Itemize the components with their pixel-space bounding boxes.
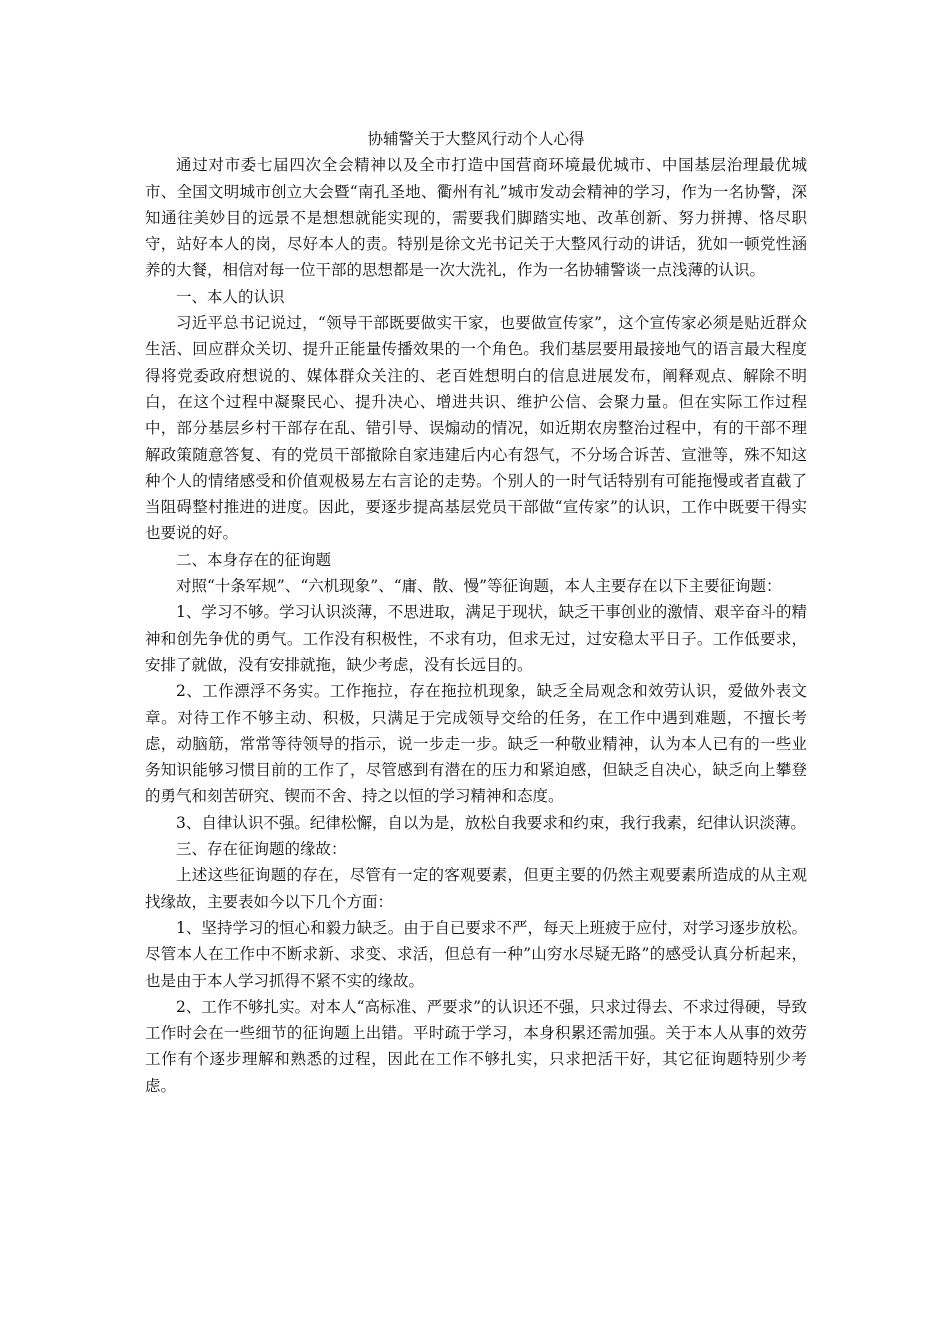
section-1-paragraph: 习近平总书记说过，“领导干部既要做实干家，也要做宣传家”，这个宣传家必须是贴近群众生活、回应群众关切、提升正能量传播效果的一个角色。我们基层要用最接地气的语言最大程度得将党委政府想说的、媒体群众关注的、老百姓想明白的信息进展发布，阐释观点、解除不明白，在这个过程中凝聚民心、提升决心、增进共识、维护公信、会聚力量。但在实际工作过程中，部分基层乡村干部存在乱、错引导、误煽动的情况，如近期农房整治过程中，有的干部不理解政策随意答复、有的党员干部撤除自家违建后内心有怨气，不分场合诉苦、宣泄等，殊不知这种个人的情绪感受和价值观极易左右言论的走势。个别人的一时气话特别有可能拖慢或者直截了当阻碍整村推进的进度。因此，要逐步提高基层党员干部做“宣传家”的认识，工作中既要干得实也要说的好。 <box>145 314 807 543</box>
section-1-heading: 一、本人的认识 <box>176 287 285 306</box>
section-2-paragraph-2: 1、学习不够。学习认识淡薄，不思进取，满足于现状，缺乏干事创业的激情、艰辛奋斗的精神和创先争优的勇气。工作没有积极性，不求有功，但求无过，过安稳太平日子。工作低要求，安排了就做，没有安排就拖，缺少考虑，没有长远目的。 <box>145 603 807 674</box>
section-3-paragraph-1: 上述这些征询题的存在，尽管有一定的客观要素，但更主要的仍然主观要素所造成的从主观找缘故，主要表如今以下几个方面： <box>145 866 807 911</box>
section-2-paragraph-1: 对照“十条军规”、“六机现象”、“庸、散、慢”等征询题，本人主要存在以下主要征询题： <box>176 577 782 596</box>
document-title: 协辅警关于大整风行动个人心得 <box>367 130 585 148</box>
section-2-heading: 二、本身存在的征询题 <box>176 550 332 569</box>
section-2-paragraph-3: 2、工作漂浮不务实。工作拖拉，存在拖拉机现象，缺乏全局观念和效劳认识，爱做外表文章。对待工作不够主动、积极，只满足于完成领导交给的任务，在工作中遇到难题，不擅长考虑，动脑筋，常常等待领导的指示，说一步走一步。缺乏一种敬业精神，认为本人已有的一些业务知识能够习惯目前的工作了，尽管感到有潜在的压力和紧迫感，但缺乏自决心，缺乏向上攀登的勇气和刻苦研究、锲而不舍、持之以恒的学习精神和态度。 <box>145 682 807 806</box>
section-3-paragraph-2: 1、坚持学习的恒心和毅力缺乏。由于自已要求不严，每天上班疲于应付，对学习逐步放松。尽管本人在工作中不断求新、求变、求活，但总有一种”山穷水尽疑无路”的感受认真分析起来，也是由于本人学习抓得不紧不实的缘故。 <box>145 918 807 990</box>
section-2-paragraph-4: 3、自律认识不强。纪律松懈，自以为是，放松自我要求和约束，我行我素，纪律认识淡薄。 <box>176 813 806 832</box>
section-3-heading: 三、存在征询题的缘故： <box>176 840 347 859</box>
document-page <box>145 126 807 1099</box>
section-3-paragraph-3: 2、工作不够扎实。对本人“高标准、严要求”的认识还不强，只求过得去、不求过得硬，导致工作时会在一些细节的征询题上出错。平时疏于学习，本身积累还需加强。关于本人从事的效劳工作有个逐步理解和熟悉的过程，因此在工作不够扎实，只求把活干好，其它征询题特别少考虑。 <box>145 997 807 1095</box>
intro-paragraph: 通过对市委七届四次全会精神以及全市打造中国营商环境最优城市、中国基层治理最优城市、全国文明城市创立大会暨“南孔圣地、衢州有礼”城市发动会精神的学习，作为一名协警，深知通往美妙目的远景不是想想就能实现的，需要我们脚踏实地、改革创新、努力拼搏、恪尽职守，站好本人的岗，尽好本人的责。特别是徐文光书记关于大整风行动的讲话，犹如一顿党性涵养的大餐，相信对每一位干部的思想都是一次大洗礼，作为一名协辅警谈一点浅薄的认识。 <box>145 156 807 280</box>
